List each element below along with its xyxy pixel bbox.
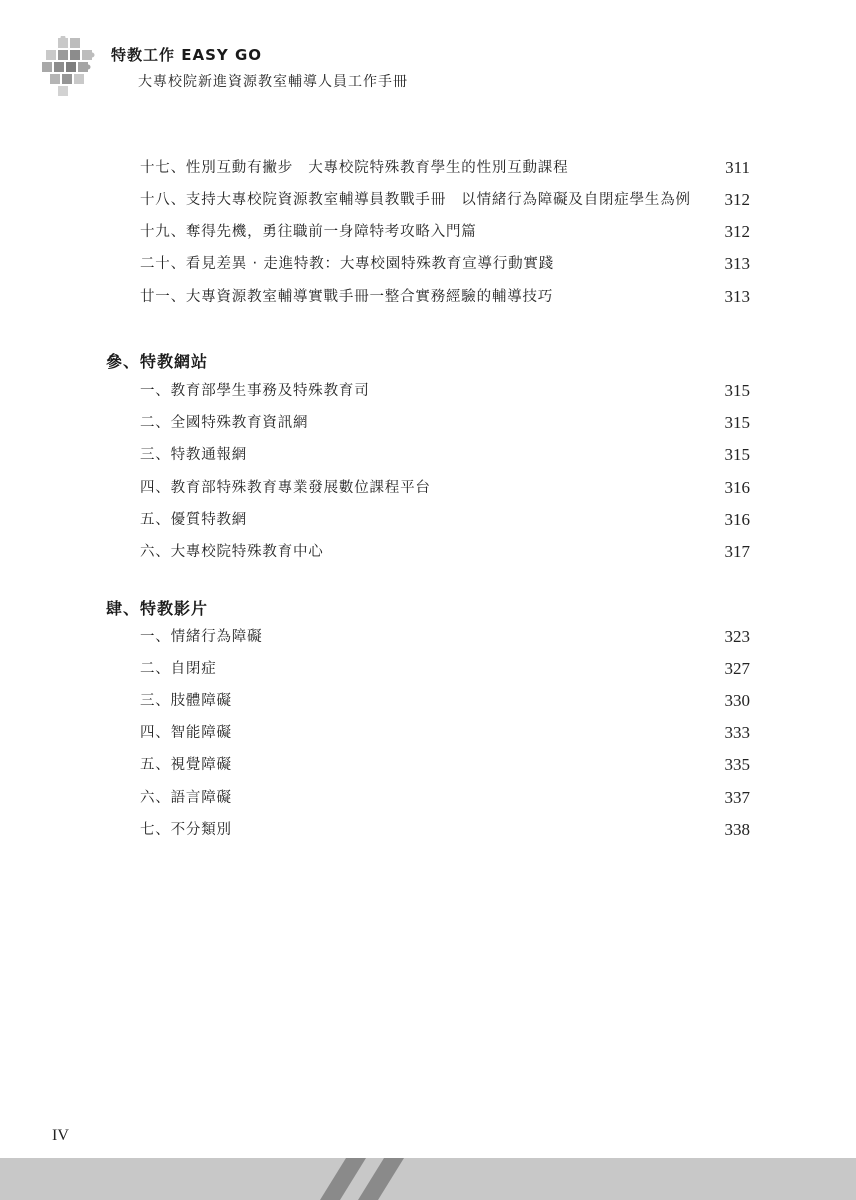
toc-entry-page: 330: [724, 691, 750, 710]
page-header: [0, 0, 856, 110]
toc-entry[interactable]: [0, 753, 856, 779]
section-heading: 肆、特教影片: [106, 599, 209, 618]
section-heading: 參、特教網站: [106, 352, 209, 371]
toc-entry-page: 315: [724, 381, 750, 400]
toc-entry-page: 317: [724, 542, 750, 561]
toc-entry-title: 十七、性別互動有撇步 大專校院特殊教育學生的性別互動課程: [140, 160, 569, 176]
puzzle-logo-icon: [40, 36, 114, 100]
toc-entry-page: 312: [724, 190, 750, 209]
toc-entry-page: 312: [724, 222, 750, 241]
toc-entry-title: 四、教育部特殊教育專業發展數位課程平台: [140, 480, 431, 496]
toc-entry-title: 一、情緒行為障礙: [140, 629, 263, 645]
toc-entry-title: 一、教育部學生事務及特殊教育司: [140, 383, 370, 399]
brand-title: 特教工作 EASY GO: [111, 46, 263, 64]
toc-entry[interactable]: [0, 285, 856, 311]
footer-band: [0, 1158, 856, 1200]
toc-entry-page: 315: [724, 413, 750, 432]
toc-entry-page: 338: [724, 820, 750, 839]
toc-entry[interactable]: [0, 252, 856, 278]
toc-entry-title: 十九、奪得先機，勇往職前一身障特考攻略入門篇: [140, 224, 477, 240]
toc-entry-page: 337: [724, 788, 750, 807]
toc-entry-title: 三、特教通報網: [140, 447, 248, 463]
toc-entry-page: 327: [724, 659, 750, 678]
toc-entry[interactable]: [0, 818, 856, 844]
toc-entry-title: 二、自閉症: [140, 661, 217, 677]
toc-entry[interactable]: [0, 786, 856, 812]
toc-entry[interactable]: [0, 220, 856, 246]
toc-entry[interactable]: [0, 476, 856, 502]
toc-entry[interactable]: [0, 188, 856, 214]
toc-entry-page: 315: [724, 445, 750, 464]
toc-entry-title: 十八、支持大專校院資源教室輔導員教戰手冊 以情緒行為障礙及自閉症學生為例: [140, 192, 691, 208]
toc-entry-page: 333: [724, 723, 750, 742]
toc-entry-page: 311: [725, 158, 750, 177]
toc-entry[interactable]: [0, 625, 856, 651]
toc-entry[interactable]: [0, 443, 856, 469]
toc-entry[interactable]: [0, 657, 856, 683]
toc-entry[interactable]: [0, 689, 856, 715]
toc-entry-page: 323: [724, 627, 750, 646]
toc-entry-title: 六、語言障礙: [140, 790, 232, 806]
page-number: IV: [52, 1127, 69, 1144]
toc-entry[interactable]: [0, 411, 856, 437]
toc-entry-title: 二、全國特殊教育資訊網: [140, 415, 309, 431]
toc-entry-title: 三、肢體障礙: [140, 693, 232, 709]
toc-entry[interactable]: [0, 721, 856, 747]
toc-entry[interactable]: [0, 156, 856, 182]
toc-entry-page: 313: [724, 287, 750, 306]
toc-entry-page: 316: [724, 478, 750, 497]
toc-entry-title: 廿一、大專資源教室輔導實戰手冊一整合實務經驗的輔導技巧: [140, 289, 554, 305]
handbook-subtitle: 大專校院新進資源教室輔導人員工作手冊: [138, 74, 408, 90]
toc-entry-title: 五、視覺障礙: [140, 757, 232, 773]
toc-entry[interactable]: [0, 508, 856, 534]
toc-entry-title: 六、大專校院特殊教育中心: [140, 544, 324, 560]
toc-entry-page: 335: [724, 755, 750, 774]
toc-entry-title: 四、智能障礙: [140, 725, 232, 741]
toc-entry[interactable]: [0, 379, 856, 405]
toc-entry-page: 313: [724, 254, 750, 273]
toc-entry-page: 316: [724, 510, 750, 529]
toc-entry-title: 七、不分類別: [140, 822, 232, 838]
toc-entry-title: 二十、看見差異 ‧ 走進特教：大專校園特殊教育宣導行動實踐: [140, 256, 555, 272]
toc-entry[interactable]: [0, 540, 856, 566]
toc-entry-title: 五、優質特教網: [140, 512, 248, 528]
